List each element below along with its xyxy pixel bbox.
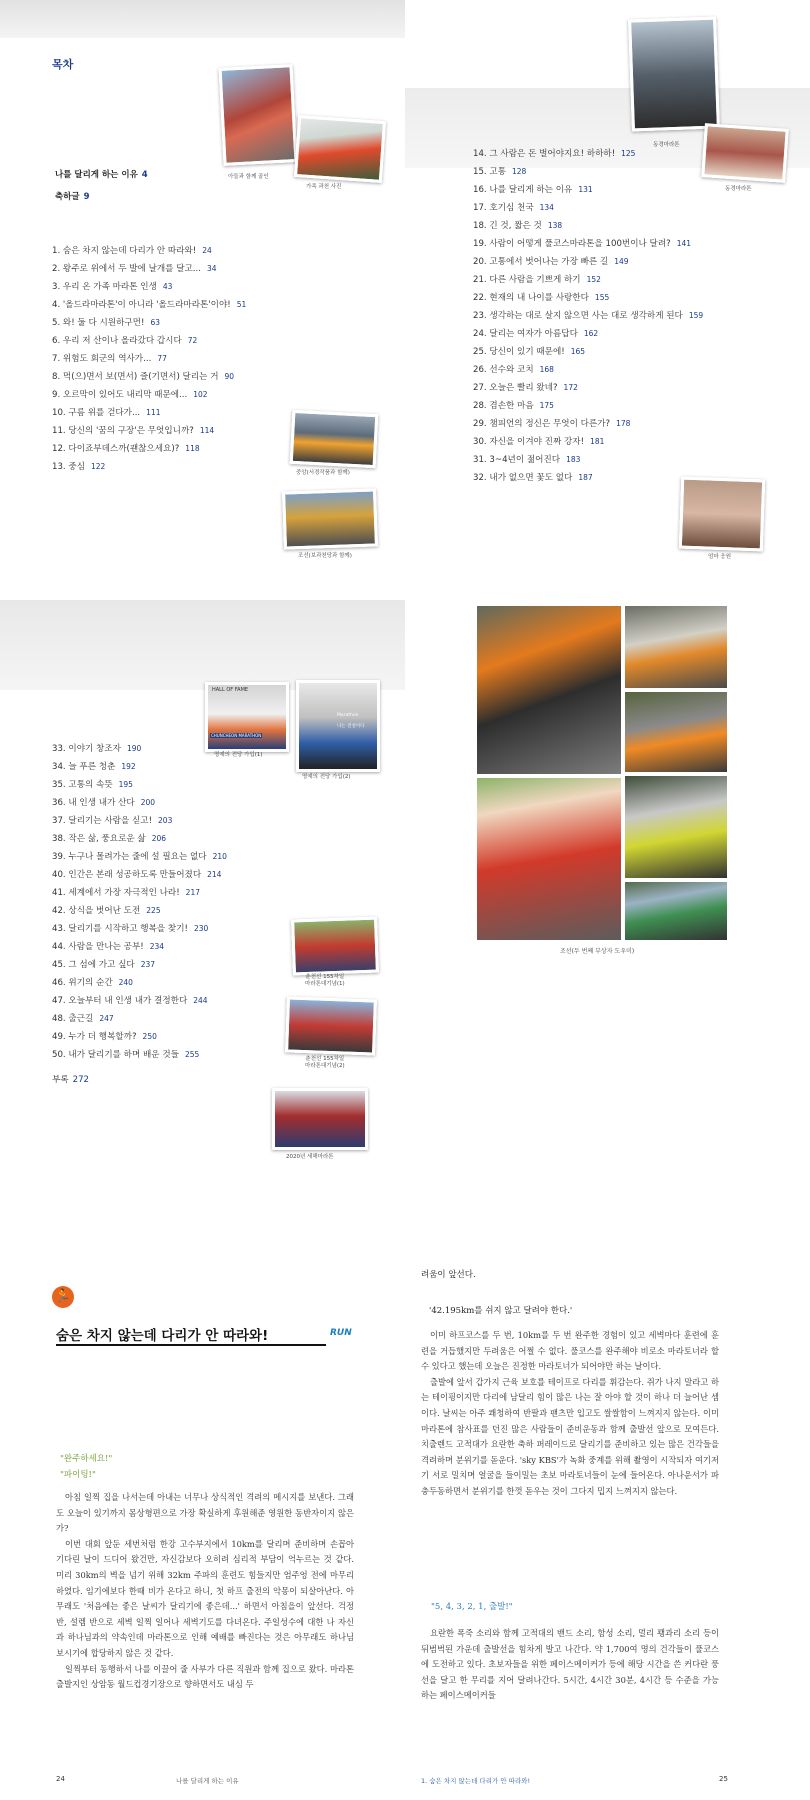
toc-page-left-1 (0, 0, 405, 600)
toc-entry[interactable]: 23. 생각하는 대로 살지 않으면 사는 대로 생각하게 된다 159 (473, 311, 704, 321)
toc-entry[interactable]: 16. 나를 달리게 하는 이유 131 (473, 185, 593, 195)
toc-heading: 목차 (52, 58, 74, 71)
photo-caption: 엄마 응원 (708, 554, 732, 560)
front-matter-item[interactable]: 나를 달리게 하는 이유 4 (55, 170, 148, 180)
paragraph: 요란한 폭죽 소리와 함께 고적대의 밴드 소리, 함성 소리, 멀리 꽹과리 소리 등이 뒤범벅된 가운데 출발선을 힘차게 발고 나간다. 약 1,700여 명의 건각들이 풀코스에 도전하고 있다. 초보자들을 위한 페이스메이커가 등에 해당 시간을 쓴 커다란 풍선을 달고 한 무리를 지어 달려나간다. 5시간, 4시간 30분, 4시간 등 수준을 가능하는 페이스메이커들 (421, 1628, 719, 1701)
paragraph: 일찍부터 동행하서 나를 이끌어 줄 사부가 다른 직원과 함께 집으로 왔다. 마라톤 출발지인 상암동 월드컵경기장으로 향하면서도 내심 두 (56, 1663, 354, 1690)
toc-list (473, 145, 703, 487)
toc-entry[interactable]: 26. 선수와 코치 168 (473, 365, 554, 375)
toc-entry[interactable]: 47. 오늘부터 내 인생 내가 결정한다 244 (52, 996, 208, 1006)
toc-entry[interactable]: 21. 다른 사람을 기쁘게 하기 152 (473, 275, 601, 285)
body-text (56, 1490, 354, 1693)
toc-entry[interactable]: 41. 세계에서 가장 자극적인 나라! 217 (52, 888, 200, 898)
toc-entry[interactable]: 37. 달리기는 사람을 싣고! 203 (52, 816, 173, 826)
toc-page-left-2 (0, 600, 405, 1200)
photo-caption: 2020년 새해마라톤 (286, 1154, 334, 1160)
toc-entry[interactable]: 14. 그 사람은 돈 벌어야지요! 하하하! 125 (473, 149, 636, 159)
countdown-quote: "5, 4, 3, 2, 1, 출발!" (431, 1602, 513, 1612)
toc-entry[interactable]: 4. '올드라마라톤'이 아니라 '올드라마라톤'이야! 51 (52, 300, 247, 310)
front-matter-item[interactable]: 축하글 9 (55, 192, 90, 202)
toc-spread-2 (0, 600, 810, 1200)
toc-entry[interactable]: 15. 고통 128 (473, 167, 527, 177)
toc-entry[interactable]: 33. 이야기 창조자 190 (52, 744, 142, 754)
toc-entry[interactable]: 38. 작은 삶, 풍요로운 삶 206 (52, 834, 167, 844)
paragraph: 이번 대회 앞둔 세번처럼 한강 고수부지에서 10km를 달리며 준비하며 손꼽아 기다린 날이 드디어 왔건만, 자신감보다 오히려 심리적 부담이 억누르는 것 같다. 미리 30km의 벽을 넘기 위해 32km 주파의 훈련도 힘들지만 엄주엉 전에 마무리하였다. 임기에보다 한때 비가 온다고 하니, 첫 하프 출전의 악몽이 되살아난다. 아무래도 '처음에는 좋은 날씨가 달리기에 좋은데...' 하면서 아침을이 앞선다. 걱정 반, 설렘 반으로 세벽 일찍 일어나 세벽기도를 다녀온다. 주일성수에 대한 나 자신과 하나님과의 약속인데 마라톤으로 인해 예배를 빠진다는 것은 아무래도 하나님 보시기에 합당하지 않은 것 같다. (56, 1538, 354, 1658)
toc-entry[interactable]: 22. 현재의 내 나이를 사랑한다 155 (473, 293, 610, 303)
quote: "파이팅!" (60, 1470, 96, 1480)
toc-entry[interactable]: 24. 달리는 여자가 아름답다 162 (473, 329, 599, 339)
photo-caption: 동경마라톤 (725, 186, 752, 192)
toc-entry[interactable]: 25. 당신이 있기 때문에! 165 (473, 347, 586, 357)
toc-entry[interactable]: 30. 자신을 이겨야 진짜 강자! 181 (473, 437, 605, 447)
toc-entry[interactable]: 18. 긴 것, 짧은 것 138 (473, 221, 563, 231)
photo-tokyo-marathon-2 (701, 123, 789, 183)
toc-entry[interactable]: 13. 중심 122 (52, 462, 106, 472)
toc-entry[interactable]: 36. 내 인생 내가 산다 200 (52, 798, 156, 808)
toc-entry[interactable]: 17. 호기심 천국 134 (473, 203, 554, 213)
runner-icon: 🏃 (52, 1286, 74, 1308)
toc-entry[interactable]: 5. 와! 둘 다 시원하구먼! 63 (52, 318, 160, 328)
brush-stroke (0, 0, 405, 38)
toc-appendix[interactable]: 부록 272 (52, 1075, 90, 1085)
photo-chuncheon-2 (285, 996, 377, 1055)
sign-text: HALL OF FAME (212, 687, 249, 693)
chapter-title: 숨은 차지 않는데 다리가 안 따라와! (56, 1328, 269, 1344)
paragraph: 출발에 앞서 갑가지 근육 보호를 테이프로 다리를 휘감는다. 쥐가 나지 말라고 하는 테이핑이지만 다리에 남달리 힘이 많은 나는 잘 아야 할 것이 하나 더 늘어난 셈이다. 날씨는 아주 쾌청하여 반팔과 팬츠만 입고도 쌀쌀함이 느껴지지 않는다. 이미 마라톤에 참사표를 던진 많은 사람들이 준비운동과 함께 출발선 앞으로 모여든다. 치출렌드 고적대가 요란한 축하 퍼레이드로 달리기를 준비하고 있는 많은 건각들을 격려하며 분위기를 돋운다. 'sky KBS'가 녹화 중계를 위해 촬영이 시작되자 여기저기 서로 밀치며 얼굴을 들이밀는 초보 마라토너들이 눈에 들어온다. 아나운서가 파충두동하면서 분위기를 한껏 돋우는 것이 그다지 밉지 느껴지지 않는다. (421, 1376, 719, 1496)
photo-caption: 중앙(서경작품과 함께) (296, 470, 350, 476)
photo-caption: 조선(두 번째 부상자 도우미) (560, 948, 635, 955)
toc-entry[interactable]: 9. 오르막이 있어도 내리막 때문에... 102 (52, 390, 208, 400)
toc-entry[interactable]: 2. 왕주로 위에서 두 발에 날개를 달고... 34 (52, 264, 217, 274)
body-text (421, 1328, 719, 1500)
chapter-spread (0, 1200, 810, 1800)
paragraph: 이미 하프코스를 두 번, 10km를 두 번 완주한 경험이 있고 세벽마다 훈련에 훈련을 거듭했지만 두려움은 어쩔 수 없다. 풀코스를 완주해야 비로소 마라토너라 할 수 있다고 했는데 오늘은 진정한 마라토너가 되어야만 하는 날이다. (421, 1330, 719, 1372)
photo-caption: 명예의 전당 가입(2) (302, 774, 351, 780)
photo-caption: 가족 과천 사진 (306, 184, 342, 190)
toc-entry[interactable]: 50. 내가 달리기를 하며 배운 것들 255 (52, 1050, 200, 1060)
toc-list (52, 740, 227, 1064)
toc-entry[interactable]: 8. 먹(으)면서 보(면서) 즐(기면서) 달리는 거 90 (52, 372, 235, 382)
toc-entry[interactable]: 46. 위기의 순간 240 (52, 978, 133, 988)
toc-entry[interactable]: 35. 고통의 속뜻 195 (52, 780, 133, 790)
toc-entry[interactable]: 45. 그 섬에 가고 싶다 237 (52, 960, 156, 970)
toc-entry[interactable]: 7. 위험도 회군의 역사가... 77 (52, 354, 167, 364)
photo-helping-runner-4 (477, 778, 621, 940)
toc-entry[interactable]: 49. 누가 더 행복할까? 250 (52, 1032, 157, 1042)
toc-entry[interactable]: 39. 누구나 몰려가는 줄에 설 필요는 없다 210 (52, 852, 227, 862)
photo-helping-runner-3 (625, 692, 727, 772)
photo-caption: 조선(보과천당과 함께) (298, 553, 352, 559)
toc-entry[interactable]: 44. 사람을 만나는 공부! 234 (52, 942, 165, 952)
quote: '42.195km를 쉬지 않고 달려야 한다.' (429, 1306, 573, 1316)
paragraph: 아침 일찍 집을 나서는데 아내는 너무나 상식적인 격려의 메시지를 보낸다. 그래도 오늘이 있기까지 몸상형편으로 가장 확실하게 후원해준 영원한 동반자이지 않은가? (56, 1492, 354, 1534)
toc-entry[interactable]: 28. 겸손한 마음 175 (473, 401, 554, 411)
sign-text: 나는 전설이다 (337, 724, 365, 729)
sign-text: CHUNCHEON MARATHON (211, 733, 262, 738)
chapter-page-left (0, 1200, 405, 1800)
photo-caption: 동경마라톤 (653, 142, 680, 148)
photo-new-year-marathon (272, 1088, 368, 1150)
running-footer: 1. 숨은 차지 않는데 다리가 안 따라와! (421, 1777, 531, 1785)
toc-entry[interactable]: 43. 달리기를 시작하고 행복을 찾기! 230 (52, 924, 209, 934)
photo-helping-runner-1 (477, 606, 621, 774)
running-footer: 나를 달리게 하는 이유 (176, 1777, 239, 1785)
toc-entry[interactable]: 19. 사람이 어떻게 풀코스마라톤을 100번이나 달려? 141 (473, 239, 692, 249)
toc-entry[interactable]: 48. 출근길 247 (52, 1014, 114, 1024)
photo-caption: 춘천선 155차일 마라톤대기념(2) (305, 1056, 345, 1069)
photo-runners-road (625, 776, 727, 878)
photo-group-2 (282, 488, 378, 549)
toc-entry[interactable]: 27. 오늘은 빨리 왔네? 172 (473, 383, 578, 393)
photo-mother-cheering (679, 477, 765, 552)
title-underline (56, 1344, 326, 1346)
toc-entry[interactable]: 1. 숨은 차지 않는데 다리가 안 따라와! 24 (52, 246, 212, 256)
toc-entry[interactable]: 31. 3~4년이 젊어진다 183 (473, 455, 581, 465)
photo-runners-road-2 (625, 882, 727, 940)
photo-caption: 명예의 전당 가입(1) (214, 752, 263, 758)
photo-finish-with-son (218, 64, 297, 166)
photo-helping-runner-2 (625, 606, 727, 688)
toc-list (52, 242, 246, 476)
body-text (421, 1626, 719, 1704)
sign-text: Marathon (337, 713, 359, 718)
toc-page-right-1 (405, 0, 810, 600)
photo-tokyo-marathon-1 (628, 16, 720, 131)
paragraph-lead: 려움이 앞선다. (421, 1270, 476, 1280)
toc-entry[interactable]: 42. 상식을 벗어난 도전 225 (52, 906, 161, 916)
page-number: 25 (719, 1775, 728, 1783)
photo-group-1 (290, 410, 379, 468)
toc-entry[interactable]: 29. 챔피언의 정신은 무엇이 다른가? 178 (473, 419, 631, 429)
photo-page-right-2 (405, 600, 810, 1200)
quote: "완주하세요!" (60, 1454, 113, 1464)
toc-entry[interactable]: 10. 구름 위를 걷다가... 111 (52, 408, 161, 418)
toc-entry[interactable]: 12. 다이죠부데스까(괜찮으세요)? 118 (52, 444, 200, 454)
toc-entry[interactable]: 40. 인간은 본래 성공하도록 만들어졌다 214 (52, 870, 222, 880)
toc-entry[interactable]: 32. 내가 없으면 꽃도 없다 187 (473, 473, 593, 483)
photo-family (294, 115, 386, 183)
page-number: 24 (56, 1775, 65, 1783)
photo-hall-of-fame-2 (296, 680, 380, 772)
photo-chuncheon-1 (291, 917, 379, 976)
toc-entry[interactable]: 3. 우리 온 가족 마라톤 인생 43 (52, 282, 173, 292)
toc-entry[interactable]: 34. 늘 푸른 청춘 192 (52, 762, 136, 772)
brush-stroke (0, 600, 405, 690)
photo-caption: 아들과 함께 골인 (228, 174, 269, 180)
toc-entry[interactable]: 6. 우리 저 산이나 올라갔다 갑시다 72 (52, 336, 198, 346)
toc-spread-1 (0, 0, 810, 600)
run-logo: RUN (330, 1328, 352, 1338)
photo-caption: 춘천선 155차일 마라톤대기념(1) (305, 974, 345, 987)
toc-entry[interactable]: 20. 고통에서 벗어나는 가장 빠른 길 149 (473, 257, 629, 267)
toc-entry[interactable]: 11. 당신의 '꿈의 구장'은 무엇입니까? 114 (52, 426, 215, 436)
chapter-page-right (405, 1200, 810, 1800)
